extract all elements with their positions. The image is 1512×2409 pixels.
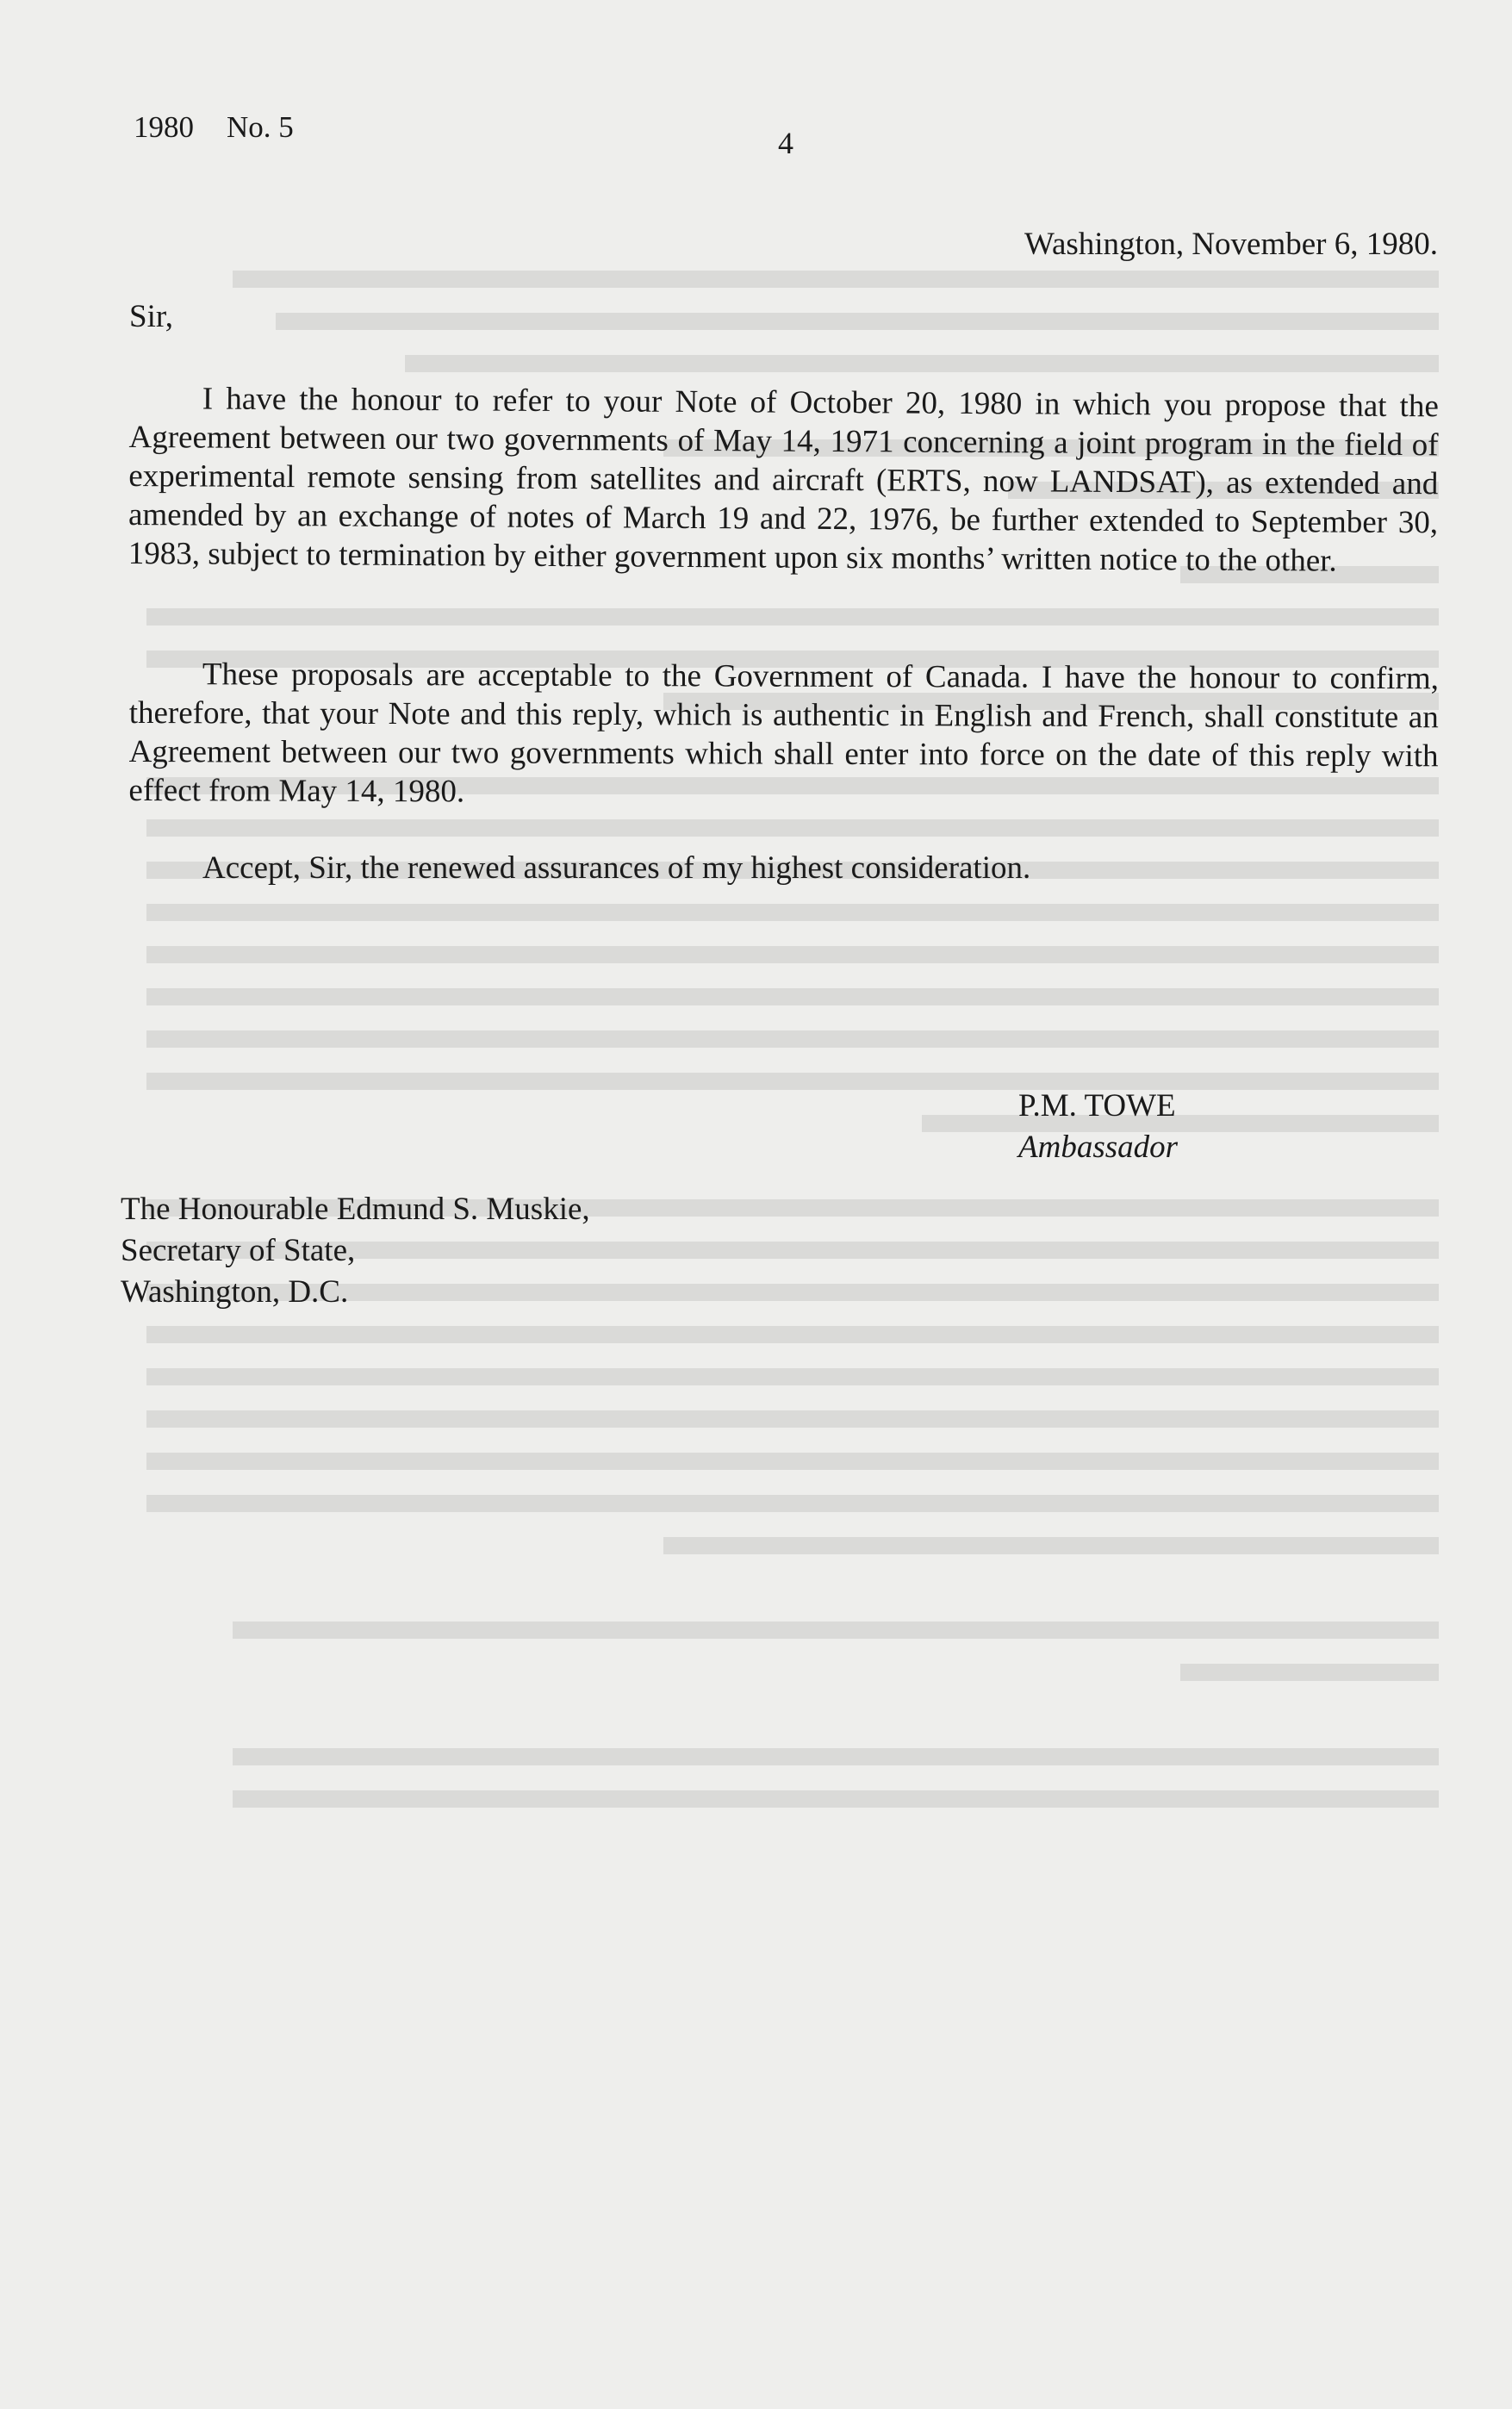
addressee-block: [121, 1189, 590, 1313]
signatory-title: Ambassador: [1018, 1130, 1179, 1165]
closing-paragraph: Accept, Sir, the renewed assurances of my highest consideration.: [202, 850, 1031, 886]
salutation: Sir,: [129, 299, 173, 334]
dateline: Washington, November 6, 1980.: [1024, 227, 1438, 262]
body-paragraph: I have the honour to refer to your Note of October 20, 1980 in which you propose that the Agreement between our two governments of May 14, 1971 concerning a joint program in the field of experimental remote sensing from satellites and aircraft (ERTS, now LANDSAT), as extended and amended by an exchange of notes of March 19 and 22, 1976, be further extended to September 30, 1983, subject to termination by either government upon six months’ written notice to the other.: [128, 381, 1439, 579]
header-year: 1980: [134, 110, 194, 144]
document-header: [134, 110, 327, 145]
addressee-line: The Honourable Edmund S. Muskie,: [121, 1192, 590, 1227]
signature-block: [1018, 1086, 1178, 1168]
signatory-name: P.M. TOWE: [1018, 1088, 1176, 1124]
addressee-line: Secretary of State,: [121, 1233, 356, 1268]
header-number: No. 5: [227, 110, 294, 144]
page-number: 4: [778, 126, 793, 160]
body-paragraph: These proposals are acceptable to the Government of Canada. I have the honour to confirm, therefore, that your Note and this reply, which is authentic in English and French, shall constitute an Agreement between our two governments which shall enter into force on the date of this reply with effect from May 14, 1980.: [128, 657, 1439, 810]
addressee-line: Washington, D.C.: [121, 1274, 349, 1310]
